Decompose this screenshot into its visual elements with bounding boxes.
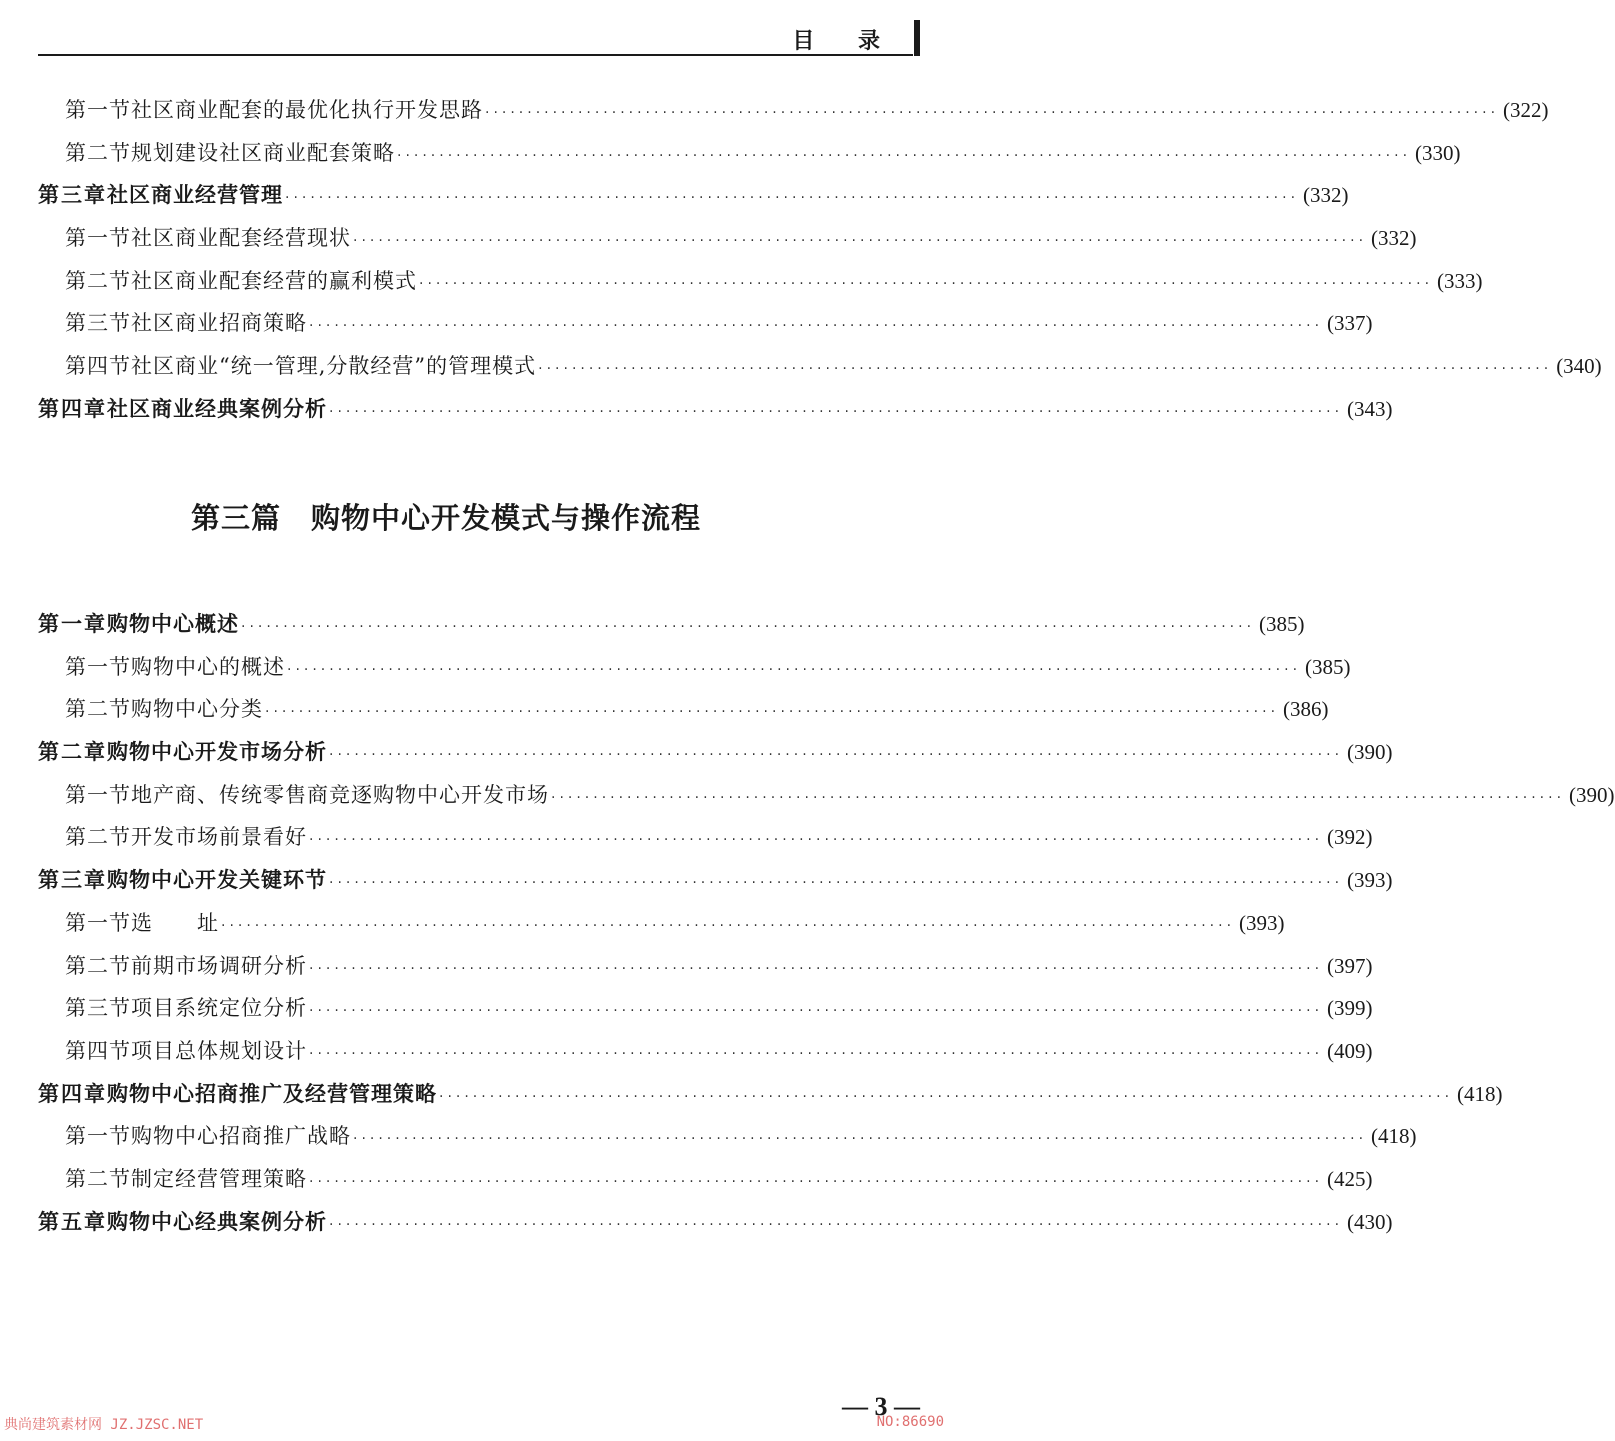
toc-page-number: (337) [1327, 311, 1373, 336]
toc-page-number: (390) [1347, 740, 1393, 765]
toc-chapter-row[interactable] [38, 603, 1305, 646]
toc-page-number: (340) [1556, 354, 1602, 379]
toc-top-list [38, 89, 1602, 431]
toc-page-number: (386) [1283, 697, 1329, 722]
toc-section-row[interactable] [38, 132, 1461, 175]
toc-entry-label: 第二节 [65, 1166, 131, 1191]
toc-dot-leader: ························································································································ [309, 960, 1324, 977]
toc-page-number: (322) [1503, 98, 1549, 122]
toc-dot-leader: ························································································································ [265, 704, 1280, 721]
toc-entry-title: 规划建设社区商业配套策略 [131, 140, 395, 165]
toc-section-row[interactable] [38, 1158, 1373, 1201]
toc-dot-leader: ························································································································ [353, 1131, 1368, 1148]
toc-entry-title: 购物中心经典案例分析 [107, 1209, 327, 1234]
toc-entry-title: 社区商业配套经营现状 [131, 226, 351, 251]
toc-page-number: (397) [1327, 953, 1373, 978]
toc-entry-label: 第三章 [38, 183, 107, 208]
toc-dot-leader: ························································································································ [329, 403, 1344, 420]
header-side-bar [914, 20, 920, 56]
toc-section-row[interactable] [38, 89, 1549, 132]
toc-page-number: (399) [1327, 996, 1373, 1021]
toc-entry-label: 第五章 [38, 1209, 107, 1234]
toc-dot-leader: ························································································································ [309, 832, 1324, 849]
running-header [38, 20, 938, 60]
toc-entry-title: 社区商业配套的最优化执行开发思路 [131, 98, 483, 122]
toc-page-number: (425) [1327, 1166, 1373, 1191]
toc-section-row[interactable] [38, 302, 1373, 345]
toc-entry-label: 第二节 [65, 825, 131, 850]
toc-section-row[interactable] [38, 345, 1602, 388]
toc-dot-leader: ························································································································ [329, 1216, 1344, 1233]
toc-dot-leader: ························································································································ [309, 1003, 1324, 1020]
toc-dot-leader: ························································································································ [397, 147, 1412, 164]
toc-page-number: (332) [1371, 226, 1417, 251]
toc-entry-title: 购物中心的概述 [131, 654, 285, 679]
toc-entry-title: 购物中心开发关键环节 [107, 868, 327, 893]
toc-page-number: (332) [1303, 183, 1349, 208]
toc-section-row[interactable] [38, 688, 1329, 731]
toc-entry-label: 第一节 [65, 654, 131, 679]
toc-dot-leader: ························································································································ [287, 661, 1302, 678]
toc-dot-leader: ························································································································ [309, 1045, 1324, 1062]
toc-entry-title: 购物中心招商推广战略 [131, 1124, 351, 1149]
toc-entry-label: 第一节 [65, 782, 131, 807]
toc-page-number: (392) [1327, 825, 1373, 850]
toc-dot-leader: ························································································································ [285, 190, 1300, 207]
toc-entry-label: 第二节 [65, 268, 131, 293]
toc-section-row[interactable] [38, 987, 1373, 1030]
toc-page-number: (409) [1327, 1038, 1373, 1063]
toc-bottom-list [38, 603, 1615, 1243]
toc-entry-label: 第二节 [65, 140, 131, 165]
toc-entry-title: 制定经营管理策略 [131, 1166, 307, 1191]
toc-entry-label: 第四节 [65, 1038, 131, 1063]
toc-entry-title: 选 址 [131, 910, 219, 935]
toc-dot-leader: ························································································································ [329, 875, 1344, 892]
toc-section-row[interactable] [38, 816, 1373, 859]
toc-section-row[interactable] [38, 1115, 1417, 1158]
part-title: 第三篇 购物中心开发模式与操作流程 [190, 501, 701, 535]
toc-entry-label: 第二章 [38, 740, 107, 765]
toc-entry-label: 第四章 [38, 1081, 107, 1106]
toc-entry-label: 第三节 [65, 996, 131, 1021]
toc-section-row[interactable] [38, 1030, 1373, 1073]
toc-dot-leader: ························································································································ [485, 105, 1500, 121]
toc-entry-label: 第一节 [65, 98, 131, 122]
toc-entry-title: 购物中心分类 [131, 697, 263, 722]
toc-entry-label: 第二节 [65, 697, 131, 722]
toc-dot-leader: ························································································································ [309, 318, 1324, 335]
toc-dot-leader: ························································································································ [241, 619, 1256, 635]
toc-dot-leader: ························································································································ [309, 1173, 1324, 1190]
toc-chapter-row[interactable] [38, 1201, 1393, 1244]
toc-page-number: (390) [1569, 782, 1615, 807]
toc-entry-title: 地产商、传统零售商竞逐购物中心开发市场 [131, 782, 549, 807]
toc-entry-label: 第一节 [65, 910, 131, 935]
toc-chapter-row[interactable] [38, 174, 1349, 217]
toc-dot-leader: ························································································································ [329, 747, 1344, 764]
toc-entry-title: 开发市场前景看好 [131, 825, 307, 850]
toc-entry-title: 前期市场调研分析 [131, 953, 307, 978]
toc-chapter-row[interactable] [38, 1073, 1503, 1116]
toc-entry-title: 购物中心开发市场分析 [107, 740, 327, 765]
toc-entry-title: 社区商业招商策略 [131, 311, 307, 336]
toc-entry-label: 第四节 [65, 354, 131, 379]
watermark-right: NO:86690 [876, 1414, 944, 1430]
toc-entry-label: 第四章 [38, 396, 107, 421]
watermark-left: 典尚建筑素材网 JZ.JZSC.NET [4, 1417, 204, 1433]
toc-section-row[interactable] [38, 945, 1373, 988]
toc-dot-leader: ························································································································ [419, 275, 1434, 292]
toc-entry-label: 第一节 [65, 226, 131, 251]
toc-entry-label: 第一节 [65, 1124, 131, 1149]
toc-entry-title: 社区商业经典案例分析 [107, 396, 327, 421]
toc-entry-title: 购物中心招商推广及经营管理策略 [107, 1081, 437, 1106]
header-title: 目 录 [792, 29, 898, 54]
toc-page-number: (385) [1305, 654, 1351, 679]
toc-page-number: (343) [1347, 396, 1393, 421]
page-number: — 3 — [842, 1392, 920, 1421]
toc-page-number: (333) [1437, 268, 1483, 293]
toc-page-number: (393) [1347, 868, 1393, 893]
toc-chapter-row[interactable] [38, 388, 1393, 431]
toc-section-row[interactable] [38, 260, 1483, 303]
toc-dot-leader: ························································································································ [439, 1088, 1454, 1105]
toc-section-row[interactable] [38, 774, 1615, 817]
toc-dot-leader: ························································································································ [551, 789, 1566, 806]
toc-dot-leader: ························································································································ [221, 917, 1236, 934]
toc-page-number: (430) [1347, 1209, 1393, 1234]
toc-section-row[interactable] [38, 902, 1285, 945]
toc-section-row[interactable] [38, 217, 1417, 260]
toc-entry-title: 项目总体规划设计 [131, 1038, 307, 1063]
toc-chapter-row[interactable] [38, 859, 1393, 902]
toc-entry-title: 购物中心概述 [107, 612, 239, 636]
toc-section-row[interactable] [38, 646, 1351, 689]
toc-entry-title: 项目系统定位分析 [131, 996, 307, 1021]
header-rule [38, 54, 913, 56]
toc-page-number: (385) [1259, 612, 1305, 636]
toc-page-number: (418) [1371, 1124, 1417, 1149]
toc-entry-label: 第二节 [65, 953, 131, 978]
toc-entry-label: 第三节 [65, 311, 131, 336]
toc-entry-title: 社区商业配套经营的赢利模式 [131, 268, 417, 293]
toc-dot-leader: ························································································································ [538, 361, 1553, 378]
toc-page-number: (330) [1415, 140, 1461, 165]
toc-entry-label: 第三章 [38, 868, 107, 893]
toc-page-number: (418) [1457, 1081, 1503, 1106]
toc-chapter-row[interactable] [38, 731, 1393, 774]
toc-entry-title: 社区商业“统一管理,分散经营”的管理模式 [131, 354, 537, 379]
toc-entry-title: 社区商业经营管理 [107, 183, 283, 208]
toc-dot-leader: ························································································································ [353, 233, 1368, 250]
toc-page-number: (393) [1239, 910, 1285, 935]
toc-entry-label: 第一章 [38, 612, 107, 636]
